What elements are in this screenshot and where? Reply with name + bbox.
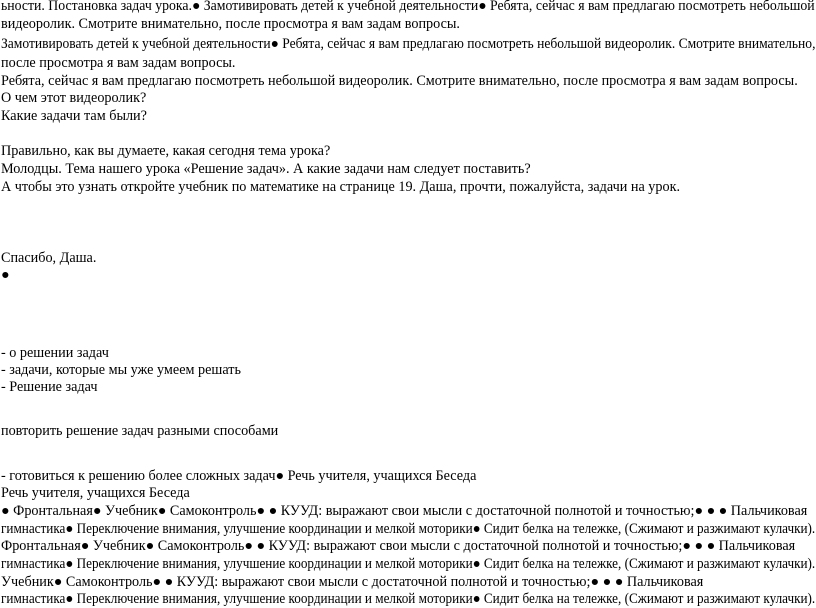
text-line: Фронтальная● Учебник● Самоконтроль● ● КУУД: выражают свои мысли с достаточной полнотой и точностью;● ● ● Пальчиковая: [1, 538, 796, 554]
text-line: Молодцы. Тема нашего урока «Решение задач». А какие задачи нам следует поставить?: [1, 161, 531, 177]
text-line: гимнастика● Переключение внимания, улучшение координации и мелкой моторики● Сидит белка на тележке, (Сжимают и разжимают кулачки).: [1, 521, 816, 537]
text-line: Ребята, сейчас я вам предлагаю посмотреть небольшой видеоролик. Смотрите внимательно, после просмотра я вам задам вопросы.: [1, 73, 798, 89]
text-line: - задачи, которые мы уже умеем решать: [1, 362, 241, 378]
text-line: Замотивировать детей к учебной деятельности● Ребята, сейчас я вам предлагаю посмотреть небольшой видеоролик. Смотрите внимательно,: [1, 36, 816, 52]
text-line: Речь учителя, учащихся Беседа: [1, 485, 190, 501]
bullet: ●: [1, 267, 10, 283]
text-line: Какие задачи там были?: [1, 108, 147, 124]
text-line: О чем этот видеоролик?: [1, 90, 147, 106]
text-line: Учебник● Самоконтроль● ● КУУД: выражают свои мысли с достаточной полнотой и точностью;● ● ● Пальчиковая: [1, 574, 704, 590]
text-line: Спасибо, Даша.: [1, 250, 97, 266]
text-line: ● Фронтальная● Учебник● Самоконтроль● ● КУУД: выражают свои мысли с достаточной полнотой и точностью;● ● ● Пальчиковая: [1, 503, 808, 519]
text-line: - Решение задач: [1, 379, 98, 395]
text-line: гимнастика● Переключение внимания, улучшение координации и мелкой моторики● Сидит белка на тележке, (Сжимают и разжимают кулачки).: [1, 591, 816, 607]
text-line: Правильно, как вы думаете, какая сегодня тема урока?: [1, 143, 331, 159]
text-line: А чтобы это узнать откройте учебник по математике на странице 19. Даша, прочти, пожалуйста, задачи на урок.: [1, 179, 681, 195]
text-line: - готовиться к решению более сложных задач● Речь учителя, учащихся Беседа: [1, 468, 477, 484]
text-line: видеоролик. Смотрите внимательно, после просмотра я вам задам вопросы.: [1, 16, 460, 32]
text-line: ьности. Постановка задач урока.● Замотивировать детей к учебной деятельности● Ребята, сейчас я вам предлагаю посмотреть небольшой: [1, 0, 815, 14]
text-line: - о решении задач: [1, 345, 109, 361]
text-line: повторить решение задач разными способами: [1, 423, 279, 439]
text-line: после просмотра я вам задам вопросы.: [1, 55, 236, 71]
text-line: гимнастика● Переключение внимания, улучшение координации и мелкой моторики● Сидит белка на тележке, (Сжимают и разжимают кулачки).: [1, 556, 816, 572]
